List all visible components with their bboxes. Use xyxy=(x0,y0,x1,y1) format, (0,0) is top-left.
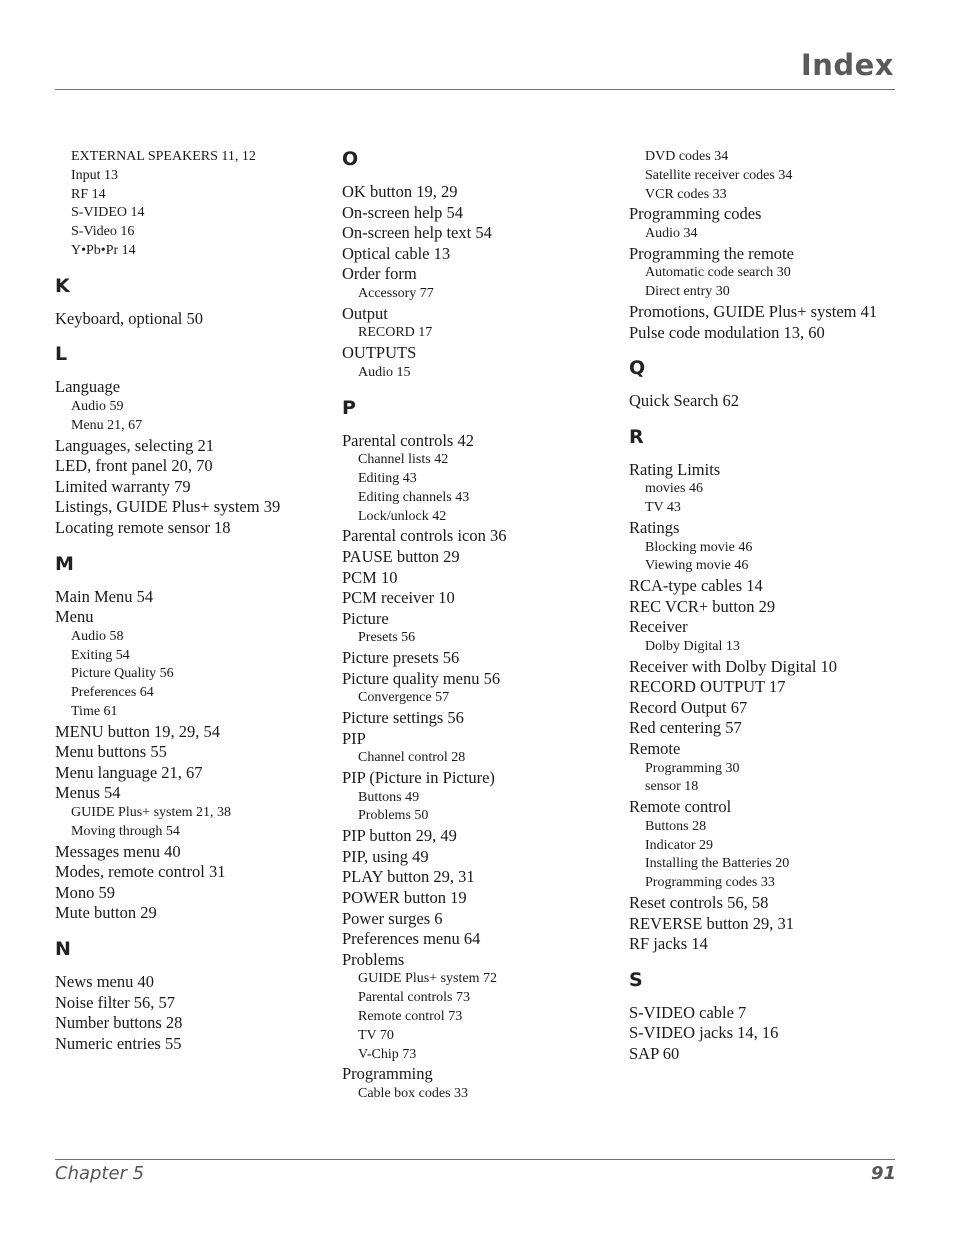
index-entry: Problems xyxy=(342,949,405,969)
index-entry: SAP 60 xyxy=(629,1044,680,1064)
index-subentry: Programming 30 xyxy=(645,760,740,776)
index-subentry: Dolby Digital 13 xyxy=(645,638,740,654)
index-entry: Parental controls 42 xyxy=(342,430,474,450)
index-entry: Output xyxy=(342,303,388,323)
index-entry: Rating Limits xyxy=(629,459,721,479)
section-letter-s: S xyxy=(629,968,643,991)
index-subentry: Buttons 49 xyxy=(358,789,420,805)
index-subentry: VCR codes 33 xyxy=(645,186,727,202)
index-subentry: RF 14 xyxy=(71,186,106,202)
index-entry: Programming xyxy=(342,1064,433,1084)
index-entry: PIP, using 49 xyxy=(342,846,429,866)
index-entry: Picture presets 56 xyxy=(342,648,460,668)
index-subentry: RECORD 17 xyxy=(358,325,433,341)
index-entry: PAUSE button 29 xyxy=(342,546,460,566)
page-number: 91 xyxy=(870,1163,896,1184)
index-column-3 xyxy=(629,148,919,1065)
index-subentry: Moving through 54 xyxy=(71,823,180,839)
chapter-label: Chapter 5 xyxy=(55,1163,145,1184)
index-subentry: TV 43 xyxy=(645,500,681,516)
index-entry: Locating remote sensor 18 xyxy=(55,517,231,537)
index-entry: Quick Search 62 xyxy=(629,391,739,411)
index-subentry: Editing 43 xyxy=(358,470,417,486)
index-entry: RCA-type cables 14 xyxy=(629,576,763,596)
index-entry: Remote control xyxy=(629,797,732,817)
index-subentry: sensor 18 xyxy=(645,779,699,795)
page-title: Index xyxy=(800,48,894,82)
index-entry: PIP (Picture in Picture) xyxy=(342,768,495,788)
index-entry: Number buttons 28 xyxy=(55,1013,183,1033)
index-subentry: Channel control 28 xyxy=(358,750,466,766)
index-subentry: Exiting 54 xyxy=(71,647,130,663)
index-entry: Numeric entries 55 xyxy=(55,1033,182,1053)
index-subentry: Indicator 29 xyxy=(645,837,714,853)
index-subentry: Programming codes 33 xyxy=(645,875,775,891)
index-entry: Keyboard, optional 50 xyxy=(55,308,204,328)
index-entry: Picture settings 56 xyxy=(342,708,464,728)
index-subentry: Cable box codes 33 xyxy=(358,1085,469,1101)
index-subentry: S-VIDEO 14 xyxy=(71,205,145,221)
index-entry: Parental controls icon 36 xyxy=(342,526,507,546)
index-entry: Picture xyxy=(342,608,389,628)
index-subentry: Audio 15 xyxy=(358,364,411,380)
index-entry: OK button 19, 29 xyxy=(342,182,458,201)
index-subentry: Channel lists 42 xyxy=(358,452,449,468)
index-subentry: Audio 59 xyxy=(71,398,124,414)
index-entry: Receiver with Dolby Digital 10 xyxy=(629,656,838,676)
index-subentry: Presets 56 xyxy=(358,630,416,646)
index-entry: Limited warranty 79 xyxy=(55,476,191,496)
index-subentry: Menu 21, 67 xyxy=(71,417,143,433)
index-entry: On-screen help 54 xyxy=(342,202,463,222)
index-subentry: Picture Quality 56 xyxy=(71,666,174,682)
index-entry: Menu language 21, 67 xyxy=(55,762,203,782)
header-rule xyxy=(55,89,895,90)
index-subentry: Audio 58 xyxy=(71,628,124,644)
index-subentry: Problems 50 xyxy=(358,808,429,824)
index-entry: S-VIDEO cable 7 xyxy=(629,1002,747,1022)
index-subentry: Parental controls 73 xyxy=(358,990,470,1006)
index-entry: Power surges 6 xyxy=(342,908,443,928)
index-entry: Preferences menu 64 xyxy=(342,929,481,949)
index-column-1 xyxy=(55,148,330,1054)
index-entry: Reset controls 56, 58 xyxy=(629,893,769,913)
index-entry: Languages, selecting 21 xyxy=(55,435,214,455)
section-letter-p: P xyxy=(342,396,356,419)
index-subentry: Editing channels 43 xyxy=(358,489,470,505)
index-subentry: Convergence 57 xyxy=(358,690,450,706)
index-subentry: DVD codes 34 xyxy=(645,149,729,164)
index-entry: Mute button 29 xyxy=(55,903,157,923)
index-subentry: Automatic code search 30 xyxy=(645,265,791,281)
section-letter-l: L xyxy=(55,343,68,366)
index-entry: PLAY button 29, 31 xyxy=(342,867,475,887)
section-letter-n: N xyxy=(55,938,71,961)
index-subentry: TV 70 xyxy=(358,1027,394,1043)
section-letter-m: M xyxy=(55,552,74,575)
index-entry: PIP xyxy=(342,728,366,748)
index-subentry: Preferences 64 xyxy=(71,685,154,701)
index-entry: Modes, remote control 31 xyxy=(55,862,226,882)
index-entry: Ratings xyxy=(629,517,680,537)
index-entry: Listings, GUIDE Plus+ system 39 xyxy=(55,497,281,517)
index-entry: Remote xyxy=(629,739,681,759)
index-entry: LED, front panel 20, 70 xyxy=(55,456,213,476)
index-subentry: Viewing movie 46 xyxy=(645,558,749,574)
index-entry: S-VIDEO jacks 14, 16 xyxy=(629,1023,779,1043)
index-entry: Receiver xyxy=(629,617,688,637)
index-entry: RF jacks 14 xyxy=(629,934,708,954)
index-subentry: Accessory 77 xyxy=(358,285,434,301)
index-subentry: V-Chip 73 xyxy=(358,1046,417,1062)
index-subentry: Lock/unlock 42 xyxy=(358,508,447,524)
index-entry: Menus 54 xyxy=(55,783,121,803)
index-subentry: Y•Pb•Pr 14 xyxy=(71,242,136,258)
index-subentry: Satellite receiver codes 34 xyxy=(645,167,793,183)
index-entry: PIP button 29, 49 xyxy=(342,826,457,846)
index-subentry: GUIDE Plus+ system 72 xyxy=(358,971,497,987)
index-entry: Promotions, GUIDE Plus+ system 41 xyxy=(629,301,878,321)
index-entry: Mono 59 xyxy=(55,882,116,902)
index-subentry: Blocking movie 46 xyxy=(645,539,753,555)
index-entry: OUTPUTS xyxy=(342,343,417,363)
index-entry: Optical cable 13 xyxy=(342,243,451,263)
index-entry: Programming codes xyxy=(629,204,762,224)
index-subentry: Input 13 xyxy=(71,167,119,183)
index-subentry: Buttons 28 xyxy=(645,818,707,834)
index-subentry: Time 61 xyxy=(71,703,118,719)
index-subentry: Direct entry 30 xyxy=(645,284,730,300)
section-letter-k: K xyxy=(55,274,70,297)
index-entry: Pulse code modulation 13, 60 xyxy=(629,322,825,342)
index-subentry: S-Video 16 xyxy=(71,224,135,240)
index-entry: Noise filter 56, 57 xyxy=(55,992,176,1012)
index-subentry: Installing the Batteries 20 xyxy=(645,856,790,872)
index-entry: Red centering 57 xyxy=(629,718,742,738)
index-entry: Record Output 67 xyxy=(629,697,748,717)
index-entry: MENU button 19, 29, 54 xyxy=(55,721,220,741)
index-entry: On-screen help text 54 xyxy=(342,223,492,243)
section-letter-r: R xyxy=(629,425,644,448)
index-column-2 xyxy=(342,148,617,1104)
index-subentry: movies 46 xyxy=(645,481,703,497)
index-entry: Order form xyxy=(342,264,417,284)
index-entry: PCM 10 xyxy=(342,567,398,587)
section-letter-q: Q xyxy=(629,357,646,380)
index-entry: POWER button 19 xyxy=(342,888,467,908)
index-subentry: EXTERNAL SPEAKERS 11, 12 xyxy=(71,149,256,164)
index-entry: Picture quality menu 56 xyxy=(342,668,501,688)
index-entry: Menu xyxy=(55,607,94,627)
index-entry: RECORD OUTPUT 17 xyxy=(629,677,786,697)
index-entry: REVERSE button 29, 31 xyxy=(629,913,795,933)
index-entry: Programming the remote xyxy=(629,243,794,263)
index-subentry: Remote control 73 xyxy=(358,1009,463,1024)
index-entry: Menu buttons 55 xyxy=(55,742,167,762)
index-entry: PCM receiver 10 xyxy=(342,588,455,608)
index-entry: REC VCR+ button 29 xyxy=(629,596,776,616)
index-subentry: GUIDE Plus+ system 21, 38 xyxy=(71,805,231,821)
index-entry: Language xyxy=(55,377,121,397)
index-entry: News menu 40 xyxy=(55,972,154,992)
footer-rule xyxy=(55,1159,895,1160)
index-entry: Main Menu 54 xyxy=(55,586,154,606)
index-entry: Messages menu 40 xyxy=(55,841,181,861)
section-letter-o: O xyxy=(342,148,359,170)
index-subentry: Audio 34 xyxy=(645,225,698,241)
